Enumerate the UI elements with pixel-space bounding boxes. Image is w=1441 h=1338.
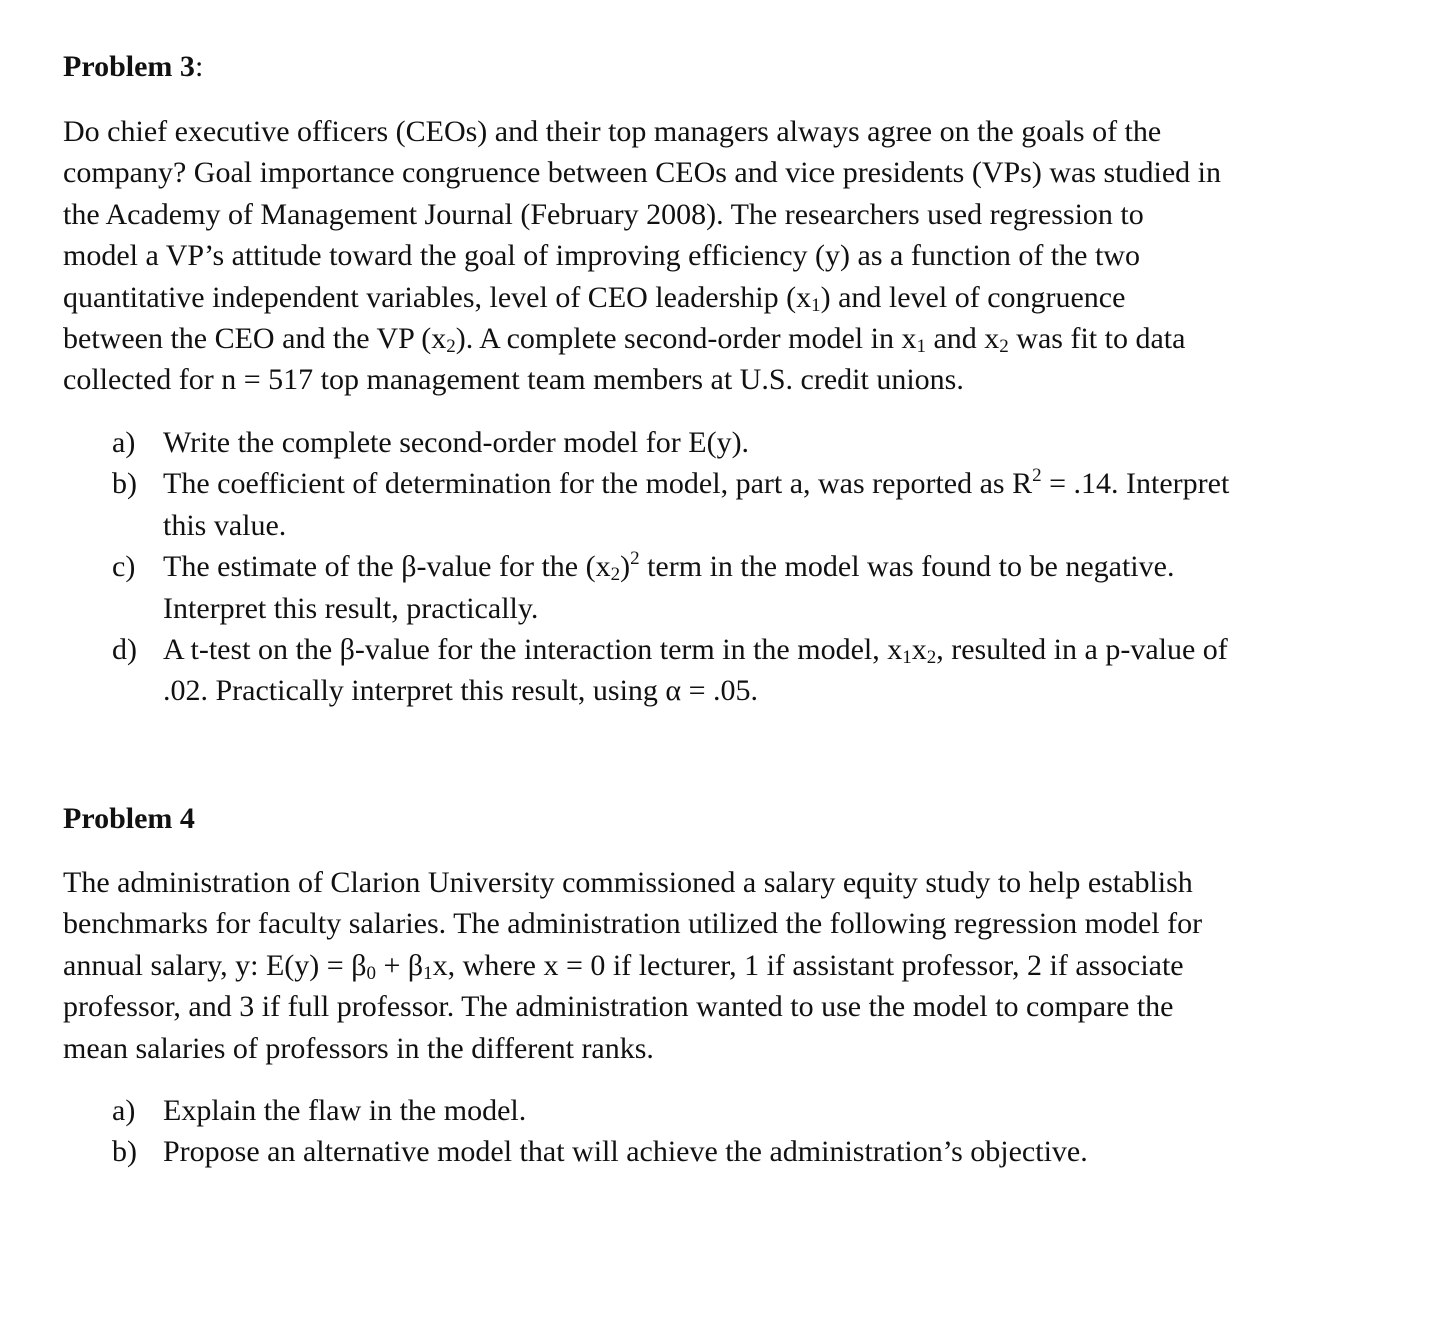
paragraph-line: company? Goal importance congruence between CEOs and vice presidents (VPs) was studied in	[63, 156, 1221, 190]
subscript: 2	[999, 335, 1009, 357]
text-run: quantitative independent variables, level of CEO leadership (x	[63, 280, 812, 314]
text-run: annual salary, y: E(y) = β	[63, 948, 367, 982]
question-line	[163, 463, 1363, 504]
paragraph-line: benchmarks for faculty salaries. The administration utilized the following regression model for	[63, 907, 1203, 941]
question-line: Propose an alternative model that will achieve the administration’s objective.	[163, 1135, 1088, 1169]
paragraph-line: mean salaries of professors in the different ranks.	[63, 1031, 654, 1065]
superscript: 2	[1032, 465, 1042, 487]
question-letter: a)	[112, 426, 136, 459]
question-letter: b)	[112, 1135, 137, 1169]
text-run: and x	[925, 321, 1000, 355]
text-run: The coefficient of determination for the model, part a, was reported as R	[163, 467, 1033, 501]
question-line: Write the complete second-order model for E(y).	[163, 426, 750, 459]
text-run: ). A complete second-order model in x	[455, 321, 917, 355]
subscript: 1	[811, 294, 821, 316]
subscript: 1	[902, 646, 912, 668]
subscript: 2	[926, 646, 937, 668]
paragraph-line: the Academy of Management Journal (February 2008). The researchers used regression to	[63, 197, 1144, 231]
problem-4-title: Problem 4	[63, 802, 195, 835]
problem-3-questions	[63, 422, 1363, 712]
problem-4-intro	[63, 862, 1363, 1069]
superscript: 2	[630, 548, 640, 570]
question-line: .02. Practically interpret this result, using α = .05.	[163, 674, 759, 708]
paragraph-line: professor, and 3 if full professor. The administration wanted to use the model to compare the	[63, 990, 1174, 1024]
paragraph-line	[63, 945, 1363, 986]
question-line: Interpret this result, practically.	[163, 591, 539, 625]
paragraph-line	[63, 277, 1363, 318]
text-run: between the CEO and the VP (x	[63, 321, 447, 355]
paragraph-line: collected for n = 517 top management team members at U.S. credit unions.	[63, 363, 964, 397]
question-letter: c)	[112, 550, 136, 584]
text-run: The estimate of the β-value for the (x	[163, 550, 611, 584]
paragraph-line	[63, 318, 1363, 359]
problem-3-heading	[63, 50, 203, 84]
problem-3-intro	[63, 111, 1363, 401]
text-run: term in the model was found to be negative.	[639, 550, 1175, 584]
question-item-b	[63, 463, 1363, 546]
text-run: x, where x = 0 if lecturer, 1 if assistant professor, 2 if associate	[432, 948, 1184, 982]
text-run: A t-test on the β-value for the interaction term in the model, x	[163, 632, 903, 666]
text-run: ) and level of congruence	[820, 280, 1126, 314]
question-letter: a)	[112, 1094, 136, 1127]
subscript: 1	[423, 962, 433, 984]
question-line	[163, 629, 1363, 670]
text-run: x	[911, 632, 927, 666]
question-item-b	[63, 1131, 1363, 1172]
text-run: + β	[375, 948, 424, 982]
question-letter: b)	[112, 467, 137, 501]
question-letter: d)	[112, 632, 137, 666]
text-run: )	[620, 550, 631, 584]
subscript: 0	[366, 962, 376, 984]
question-item-a	[63, 1090, 1363, 1131]
problem-3-title-colon: :	[194, 50, 204, 83]
question-item-d	[63, 629, 1363, 712]
problem-3-title: Problem 3	[63, 50, 195, 83]
paragraph-line: The administration of Clarion University commissioned a salary equity study to help establish	[63, 866, 1193, 899]
question-line	[163, 546, 1363, 587]
subscript: 1	[916, 335, 926, 357]
subscript: 2	[446, 335, 456, 357]
question-item-a	[63, 422, 1363, 463]
paragraph-line: Do chief executive officers (CEOs) and their top managers always agree on the goals of the	[63, 115, 1162, 148]
text-run: was fit to data	[1008, 321, 1186, 355]
subscript: 2	[610, 564, 621, 586]
problem-4-questions	[63, 1090, 1363, 1173]
problem-4-heading	[63, 802, 195, 836]
text-run: = .14. Interpret	[1041, 467, 1230, 501]
question-line: Explain the flaw in the model.	[163, 1094, 527, 1127]
question-line: this value.	[163, 508, 287, 542]
question-item-c	[63, 546, 1363, 629]
paragraph-line: model a VP’s attitude toward the goal of improving efficiency (y) as a function of the two	[63, 239, 1140, 273]
text-run: , resulted in a p-value of	[936, 632, 1228, 666]
